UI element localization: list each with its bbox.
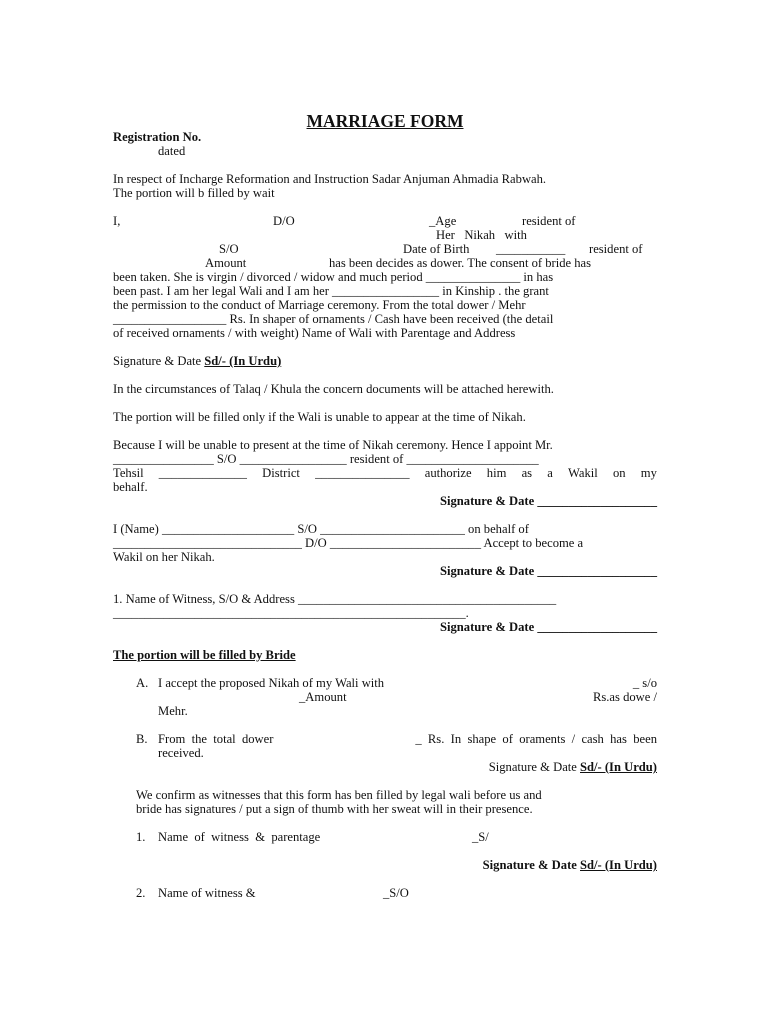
bride-a-text: I accept the proposed Nikah of my Wali with [158,676,385,690]
bride-b-text: From the total dower [158,732,274,746]
wali-dob-blank: ___________ [496,242,566,256]
witness-1-number: 1. [136,830,146,844]
wakil-word: Wakil [568,466,598,480]
signature-label: Signature & Date [113,354,205,368]
witness-line: 1. Name of Witness, S/O & Address _________________________________________ [113,592,557,606]
wakil-word: a [547,466,553,480]
bride-b-received: received. [158,746,204,760]
accept-line: I (Name) _____________________ S/O _______________________ on behalf of [113,522,529,536]
wali-nikah-with: Her Nikah with [436,228,527,242]
wakil-word: on [613,466,626,480]
bride-b-marker: B. [136,732,148,746]
wali-dower-line: has been decides as dower. The consent of bride has [329,256,592,270]
wali-dob: Date of Birth [403,242,470,256]
wali-resident-2: resident of [589,242,643,256]
witness-2-number: 2. [136,886,146,900]
confirm-line: We confirm as witnesses that this form has ben filled by legal wali before us and [136,788,542,802]
wali-age: _Age [429,214,457,228]
wakil-word: authorize [424,466,472,480]
witness-line: ________________________________________________________. [113,606,469,620]
wali-do: D/O [273,214,295,228]
signature-urdu [113,354,281,368]
wakil-word: him [486,466,507,480]
wali-resident: resident of [522,214,576,228]
signature-value: Sd/- (In Urdu) [204,354,282,368]
wali-so: S/O [219,242,239,256]
wakil-line: ________________ S/O _________________ resident of _____________________ [113,452,539,466]
wali-line: of received ornaments / with weight) Name of Wali with Parentage and Address [113,326,516,340]
wali-absent-note: The portion will be filled only if the Wali is unable to appear at the time of Nikah. [113,410,526,424]
wakil-word: my [640,466,657,480]
wakil-line: behalf. [113,480,148,494]
wakil-word: as [521,466,533,480]
signature-value: Sd/- (In Urdu) [580,760,657,774]
wali-line: the permission to the conduct of Marriage ceremony. From the total dower / Mehr [113,298,526,312]
registration-label: Registration No. [113,130,202,144]
talaq-note: In the circumstances of Talaq / Khula the concern documents will be attached herewith. [113,382,554,396]
witness-signature: Signature & Date ___________________ [439,620,657,634]
dated-label: dated [158,144,186,158]
signature-value: Sd/- (In Urdu) [580,858,657,872]
wakil-line: Because I will be unable to present at the time of Nikah ceremony. Hence I appoint Mr. [113,438,553,452]
bride-signature [489,760,657,774]
bride-signature-2 [483,858,657,872]
signature-label: Signature & Date [488,760,581,774]
bride-a-amount: _Amount [299,690,347,704]
bride-a-marker: A. [136,676,149,690]
bride-a-rs: Rs.as dowe / [592,690,657,704]
bride-heading: The portion will be filled by Bride [113,648,296,662]
witness-1-text: Name of witness & parentage [158,830,321,844]
witness-2-text: Name of witness & [158,886,256,900]
wakil-tehsil-line [113,466,657,480]
witness-2-so: _S/O [383,886,409,900]
bride-a-so: _ s/o [632,676,657,690]
accept-signature: Signature & Date ___________________ [439,564,657,578]
wakil-signature: Signature & Date ___________________ [439,494,657,508]
wali-i: I, [113,214,121,228]
accept-line: ______________________________ D/O ________________________ Accept to become a [113,536,584,550]
bride-a-mehr: Mehr. [158,704,188,718]
accept-line: Wakil on her Nikah. [113,550,215,564]
wali-line: been taken. She is virgin / divorced / widow and much period _______________ in has [113,270,554,284]
wali-line: __________________ Rs. In shaper of ornaments / Cash have been received (the detail [113,312,554,326]
wali-amount: Amount [205,256,247,270]
signature-label: Signature & Date [482,858,581,872]
intro-line: In respect of Incharge Reformation and Instruction Sadar Anjuman Ahmadia Rabwah. [113,172,547,186]
witness-1-s: _S/ [472,830,489,844]
wakil-word: District [262,466,300,480]
wakil-word: Tehsil [113,466,144,480]
wali-line: been past. I am her legal Wali and I am her _________________ in Kinship . the grant [113,284,549,298]
confirm-line: bride has signatures / put a sign of thumb with her sweat will in their presence. [136,802,533,816]
wakil-word: ______________ [158,466,247,480]
intro-line: The portion will b filled by wait [113,186,275,200]
bride-b-rest: _ Rs. In shape of oraments / cash has been [415,732,657,746]
wakil-word: _______________ [315,466,410,480]
page-title: MARRIAGE FORM [306,111,464,131]
